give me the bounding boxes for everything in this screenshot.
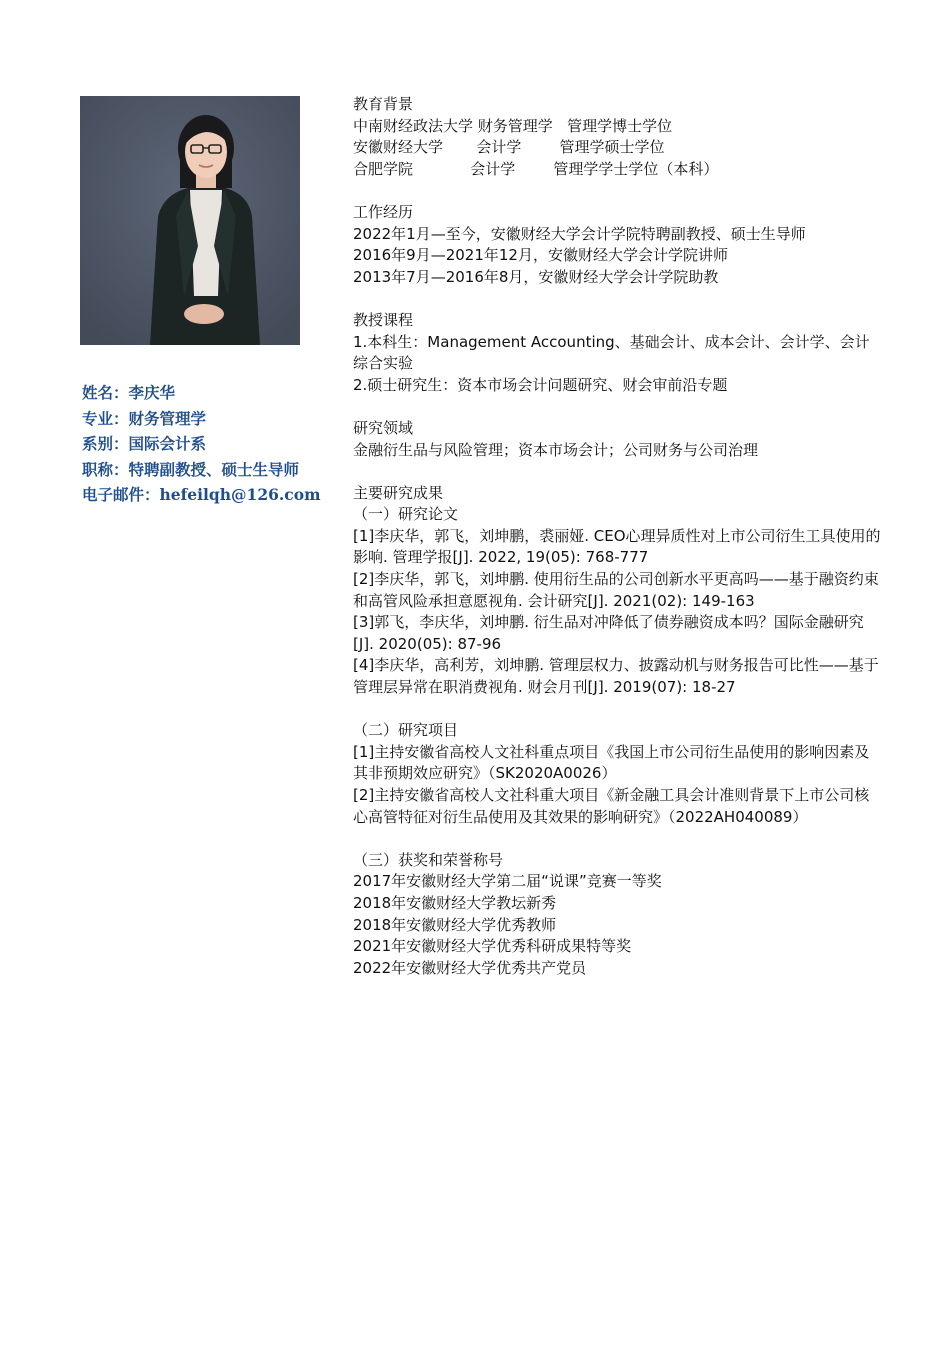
name-label: 姓名：李庆华 (82, 383, 176, 402)
award-item: 2017年安徽财经大学第二届“说课”竞赛一等奖 (353, 872, 662, 891)
award-item: 2018年安徽财经大学优秀教师 (353, 915, 557, 934)
award-item: 2018年安徽财经大学教坛新秀 (353, 893, 557, 912)
work-heading: 工作经历 (353, 202, 414, 221)
paper-item: [2]李庆华，郭飞，刘坤鹏. 使用衍生品的公司创新水平更高吗——基于融资约束和高管风险承担意愿视角. 会计研究[J]. 2021(02): 149-163 (353, 570, 879, 610)
awards-heading: （三）获奖和荣誉称号 (353, 850, 504, 869)
resume-content (353, 94, 883, 979)
profile-photo (80, 96, 300, 345)
project-item: [1]主持安徽省高校人文社科重点项目《我国上市公司衍生品使用的影响因素及其非预期效应研究》（SK2020A0026） (353, 742, 870, 783)
major-label: 专业：财务管理学 (82, 408, 207, 428)
education-heading: 教育背景 (353, 95, 414, 113)
work-item: 2016年9月—2021年12月，安徽财经大学会计学院讲师 (353, 246, 728, 265)
projects-heading: （二）研究项目 (353, 721, 459, 740)
papers-heading: （一）研究论文 (353, 505, 459, 524)
award-item: 2021年安徽财经大学优秀科研成果特等奖 (353, 937, 632, 956)
project-item: [2]主持安徽省高校人文社科重大项目《新金融工具会计准则背景下上市公司核心高管特征对衍生品使用及其效果的影响研究》（2022AH040089） (353, 786, 870, 826)
course-item: 2.硕士研究生：资本市场会计问题研究、财会审前沿专题 (353, 375, 728, 394)
email-label: 电子邮件：hefeilqh@126.com (82, 485, 321, 504)
paper-item: [3]郭飞，李庆华，刘坤鹏. 衍生品对冲降低了债券融资成本吗？国际金融研究[J]. 2020(05): 87-96 (353, 613, 864, 653)
education-item: 合肥学院 会计学 管理学学士学位（本科） (353, 159, 719, 178)
title-label: 职称：特聘副教授、硕士生导师 (82, 459, 300, 479)
courses-heading: 教授课程 (353, 310, 414, 329)
work-item: 2013年7月—2016年8月，安徽财经大学会计学院助教 (353, 267, 719, 286)
achievements-heading: 主要研究成果 (353, 483, 444, 502)
research-heading: 研究领域 (353, 418, 414, 437)
award-item: 2022年安徽财经大学优秀共产党员 (353, 958, 587, 977)
profile-summary (82, 380, 332, 508)
paper-item: [1]李庆华，郭飞，刘坤鹏，裘丽娅. CEO心理异质性对上市公司衍生工具使用的影响. 管理学报[J]. 2022, 19(05): 768-777 (353, 526, 881, 567)
education-item: 中南财经政法大学 财务管理学 管理学博士学位 (353, 116, 673, 135)
department-label: 系别：国际会计系 (82, 434, 207, 453)
research-text: 金融衍生品与风险管理；资本市场会计；公司财务与公司治理 (353, 440, 759, 459)
work-item: 2022年1月—至今，安徽财经大学会计学院特聘副教授、硕士生导师 (353, 224, 806, 243)
paper-item: [4]李庆华，高利芳，刘坤鹏. 管理层权力、披露动机与财务报告可比性——基于管理层异常在职消费视角. 财会月刊[J]. 2019(07): 18-27 (353, 656, 879, 697)
course-item: 1.本科生：Management Accounting、基础会计、成本会计、会计学、会计综合实验 (353, 332, 870, 373)
education-item: 安徽财经大学 会计学 管理学硕士学位 (353, 138, 665, 157)
